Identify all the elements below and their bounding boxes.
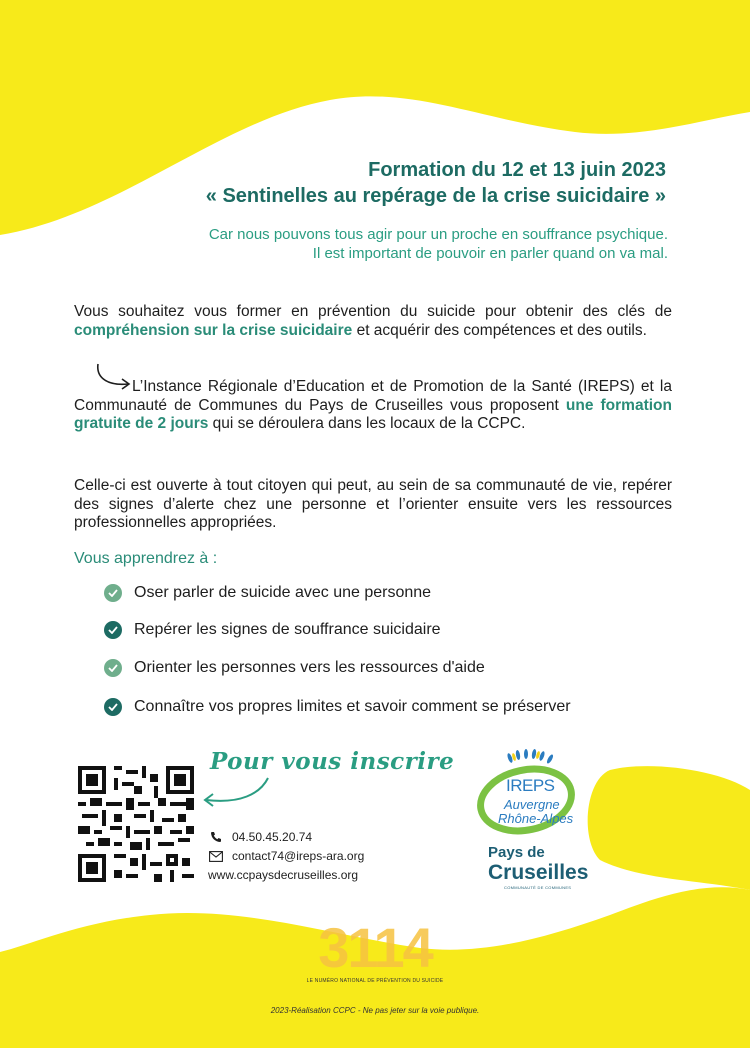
learn-item: Oser parler de suicide avec une personne bbox=[104, 584, 431, 602]
signup-heading: Pour vous inscrire bbox=[210, 748, 455, 775]
pays-line-2: Cruseilles bbox=[488, 861, 589, 884]
subtitle-line-2: Il est important de pouvoir en parler quand on va mal. bbox=[312, 245, 668, 262]
envelope-icon bbox=[208, 851, 224, 862]
hotline-logo bbox=[305, 918, 445, 984]
contact-email[interactable]: contact74@ireps-ara.org bbox=[208, 849, 364, 863]
intro-highlight: compréhension sur la crise suicidaire bbox=[74, 321, 353, 339]
learn-item: Repérer les signes de souffrance suicidaire bbox=[104, 621, 441, 639]
check-icon bbox=[104, 698, 122, 716]
contact-website[interactable]: www.ccpaysdecruseilles.org bbox=[208, 868, 359, 882]
hotline-tagline: LE NUMÉRO NATIONAL DE PRÉVENTION DU SUICIDE bbox=[306, 978, 444, 984]
arrow-left-icon bbox=[200, 776, 272, 808]
check-icon bbox=[104, 584, 122, 602]
pays-line-1: Pays de bbox=[488, 844, 545, 861]
ireps-logo bbox=[474, 748, 594, 836]
ireps-name: IREPS bbox=[506, 776, 555, 795]
hotline-number: 3114 bbox=[318, 916, 432, 979]
check-icon bbox=[104, 621, 122, 639]
qr-code[interactable] bbox=[78, 766, 194, 882]
learn-item: Connaître vos propres limites et savoir comment se préserver bbox=[104, 698, 571, 716]
intro-paragraph: Vous souhaitez vous former en prévention du suicide pour obtenir des clés de compréhension sur la crise suicidaire et acquérir des compétences et des outils. bbox=[74, 303, 672, 339]
ireps-region-1: Auvergne bbox=[504, 797, 560, 812]
footer-note: 2023-Réalisation CCPC - Ne pas jeter sur la voie publique. bbox=[270, 1006, 480, 1015]
check-icon bbox=[104, 659, 122, 677]
offer-highlight: une formation gratuite de 2 jours bbox=[74, 396, 672, 432]
audience-paragraph: Celle-ci est ouverte à tout citoyen qui peut, au sein de sa communauté de vie, repérer des signes d’alerte chez une personne et l’orienter ensuite vers les ressources professionnelles appropriées. bbox=[74, 477, 672, 531]
offer-paragraph: L’Instance Régionale d’Education et de Promotion de la Santé (IREPS) et la Communauté de Communes du Pays de Cruseilles vous proposent une formation gratuite de 2 jours qui se déroulera dans les locaux de la CCPC. bbox=[74, 378, 672, 432]
title-line-2: « Sentinelles au repérage de la crise suicidaire » bbox=[205, 185, 666, 207]
learn-heading: Vous apprendrez à : bbox=[74, 550, 218, 567]
pays-sub: COMMUNAUTÉ DE COMMUNES bbox=[504, 885, 572, 890]
ireps-region-2: Rhône-Alpes bbox=[498, 811, 574, 826]
title-line-1: Formation du 12 et 13 juin 2023 bbox=[368, 159, 666, 181]
subtitle-line-1: Car nous pouvons tous agir pour un proche en souffrance psychique. bbox=[208, 226, 668, 243]
pays-cruseilles-logo bbox=[488, 845, 598, 890]
contact-phone[interactable]: 04.50.45.20.74 bbox=[208, 830, 312, 844]
phone-icon bbox=[208, 831, 224, 843]
learn-item: Orienter les personnes vers les ressources d'aide bbox=[104, 659, 485, 677]
